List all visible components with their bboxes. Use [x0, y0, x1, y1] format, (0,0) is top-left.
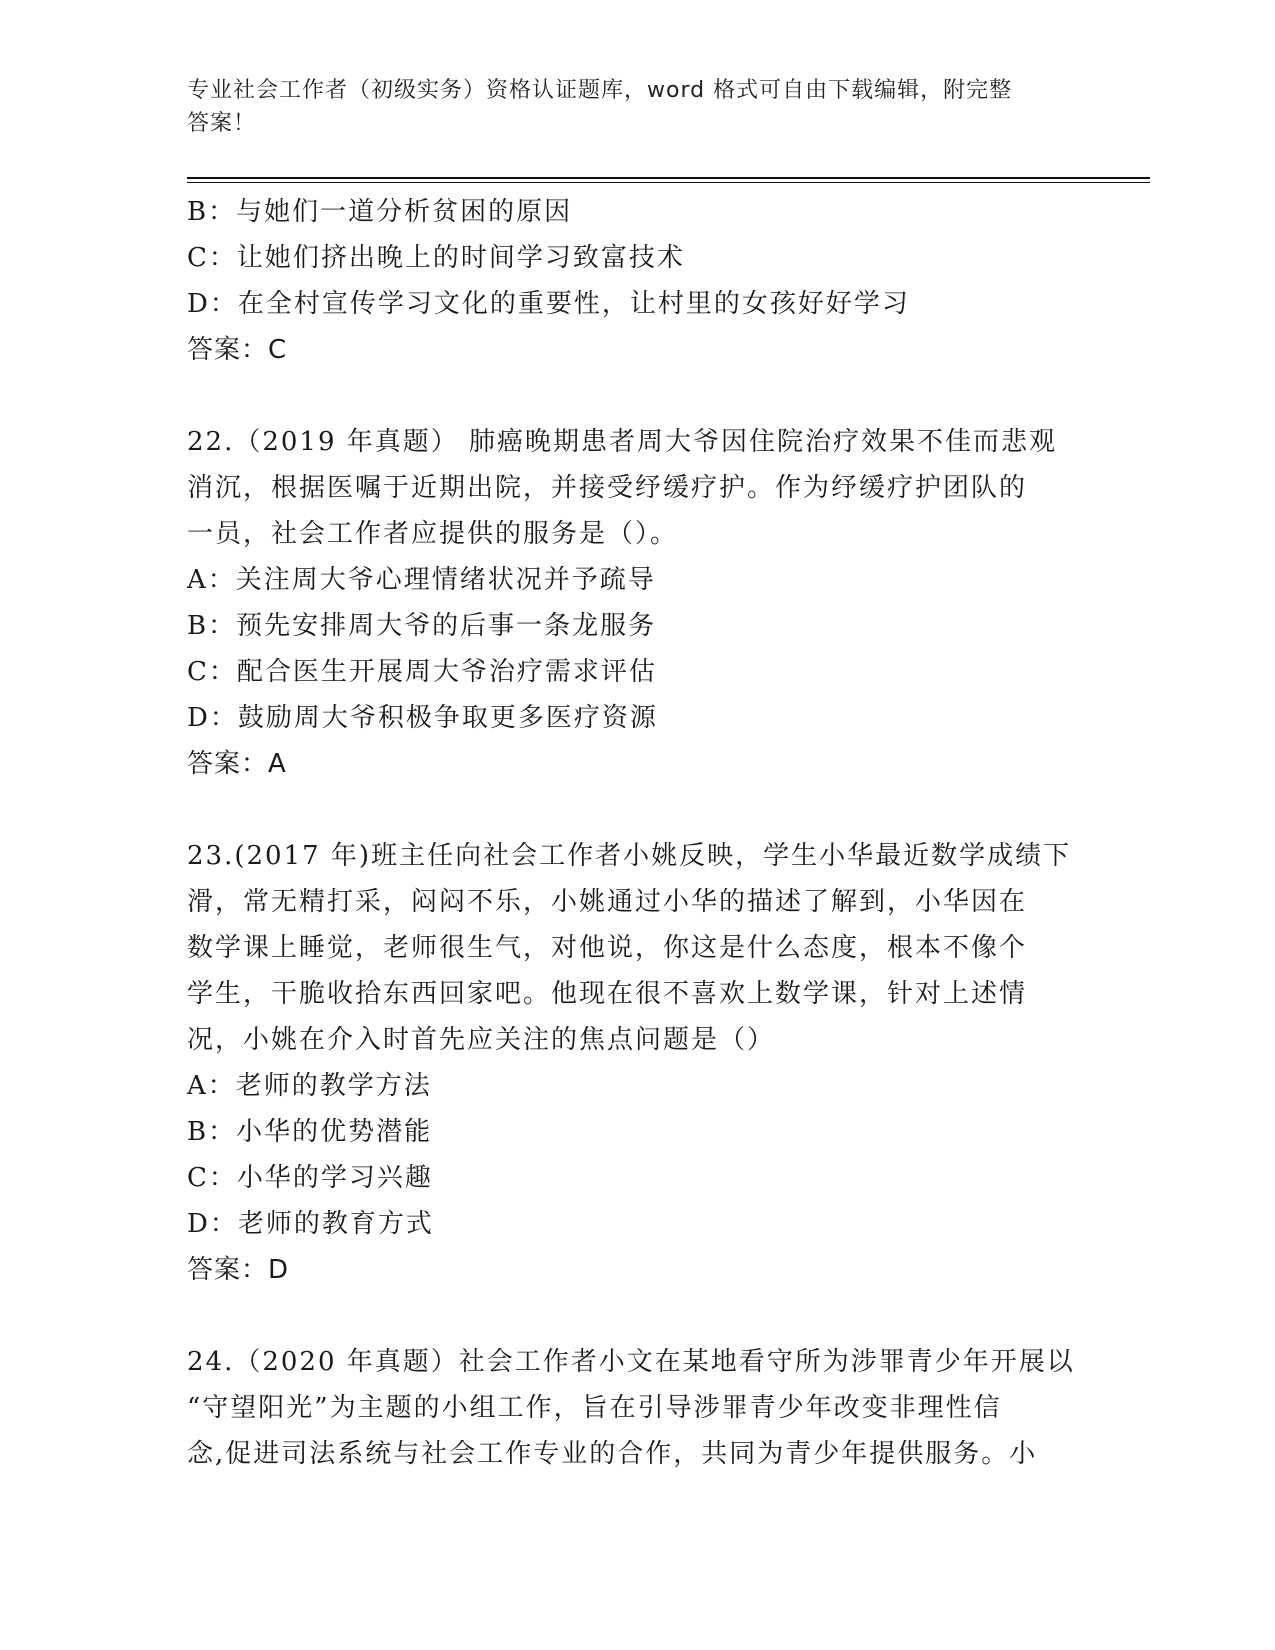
- option-b: B：小华的优势潜能: [187, 1117, 433, 1147]
- question-stem-line: 数学课上睡觉，老师很生气，对他说，你这是什么态度，根本不像个: [187, 933, 1028, 963]
- header-rule-thick: [187, 177, 1150, 179]
- spacer: [187, 787, 1087, 833]
- question-24: [187, 1339, 1087, 1477]
- question-stem-line: “守望阳光”为主题的小组工作，旨在引导涉罪青少年改变非理性信: [187, 1393, 1002, 1423]
- option-b: B：预先安排周大爷的后事一条龙服务: [187, 611, 657, 641]
- question-21-tail: [187, 189, 1087, 373]
- question-stem-line: 况，小姚在介入时首先应关注的焦点问题是（）: [187, 1025, 776, 1055]
- header-rule-thin: [187, 182, 1150, 183]
- option-a: A：关注周大爷心理情绪状况并予疏导: [187, 565, 656, 595]
- page-content: [187, 189, 1087, 1477]
- question-stem-line: 23.(2017 年)班主任向社会工作者小姚反映，学生小华最近数学成绩下: [187, 841, 1072, 871]
- option-c: C：让她们挤出晚上的时间学习致富技术: [187, 243, 685, 273]
- answer: 答案：A: [187, 749, 287, 779]
- question-23: [187, 833, 1087, 1293]
- question-stem-line: 一员，社会工作者应提供的服务是（）。: [187, 519, 679, 549]
- question-stem-line: 消沉，根据医嘱于近期出院，并接受纾缓疗护。作为纾缓疗护团队的: [187, 473, 1028, 503]
- option-b: B：与她们一道分析贫困的原因: [187, 197, 573, 227]
- option-a: A：老师的教学方法: [187, 1071, 432, 1101]
- spacer: [187, 373, 1087, 419]
- question-stem-line: 22.（2019 年真题） 肺癌晚期患者周大爷因住院治疗效果不佳而悲观: [187, 427, 1058, 457]
- option-c: C：小华的学习兴趣: [187, 1163, 433, 1193]
- option-d: D：鼓励周大爷积极争取更多医疗资源: [187, 703, 658, 733]
- header-line-1: 专业社会工作者（初级实务）资格认证题库，word 格式可自由下载编辑，附完整: [187, 78, 1013, 103]
- option-c: C：配合医生开展周大爷治疗需求评估: [187, 657, 657, 687]
- question-stem-line: 学生，干脆收拾东西回家吧。他现在很不喜欢上数学课，针对上述情: [187, 979, 1028, 1009]
- question-22: [187, 419, 1087, 787]
- option-d: D：在全村宣传学习文化的重要性，让村里的女孩好好学习: [187, 289, 910, 319]
- question-stem-line: 念,促进司法系统与社会工作专业的合作，共同为青少年提供服务。小: [187, 1439, 1038, 1469]
- question-stem-line: 24.（2020 年真题）社会工作者小文在某地看守所为涉罪青少年开展以: [187, 1347, 1075, 1377]
- document-header: [187, 74, 1067, 140]
- spacer: [187, 1293, 1087, 1339]
- question-stem-line: 滑，常无精打采，闷闷不乐，小姚通过小华的描述了解到，小华因在: [187, 887, 1028, 917]
- header-line-2: 答案！: [187, 111, 257, 136]
- answer: 答案：D: [187, 1255, 290, 1285]
- answer: 答案：C: [187, 335, 288, 365]
- option-d: D：老师的教育方式: [187, 1209, 434, 1239]
